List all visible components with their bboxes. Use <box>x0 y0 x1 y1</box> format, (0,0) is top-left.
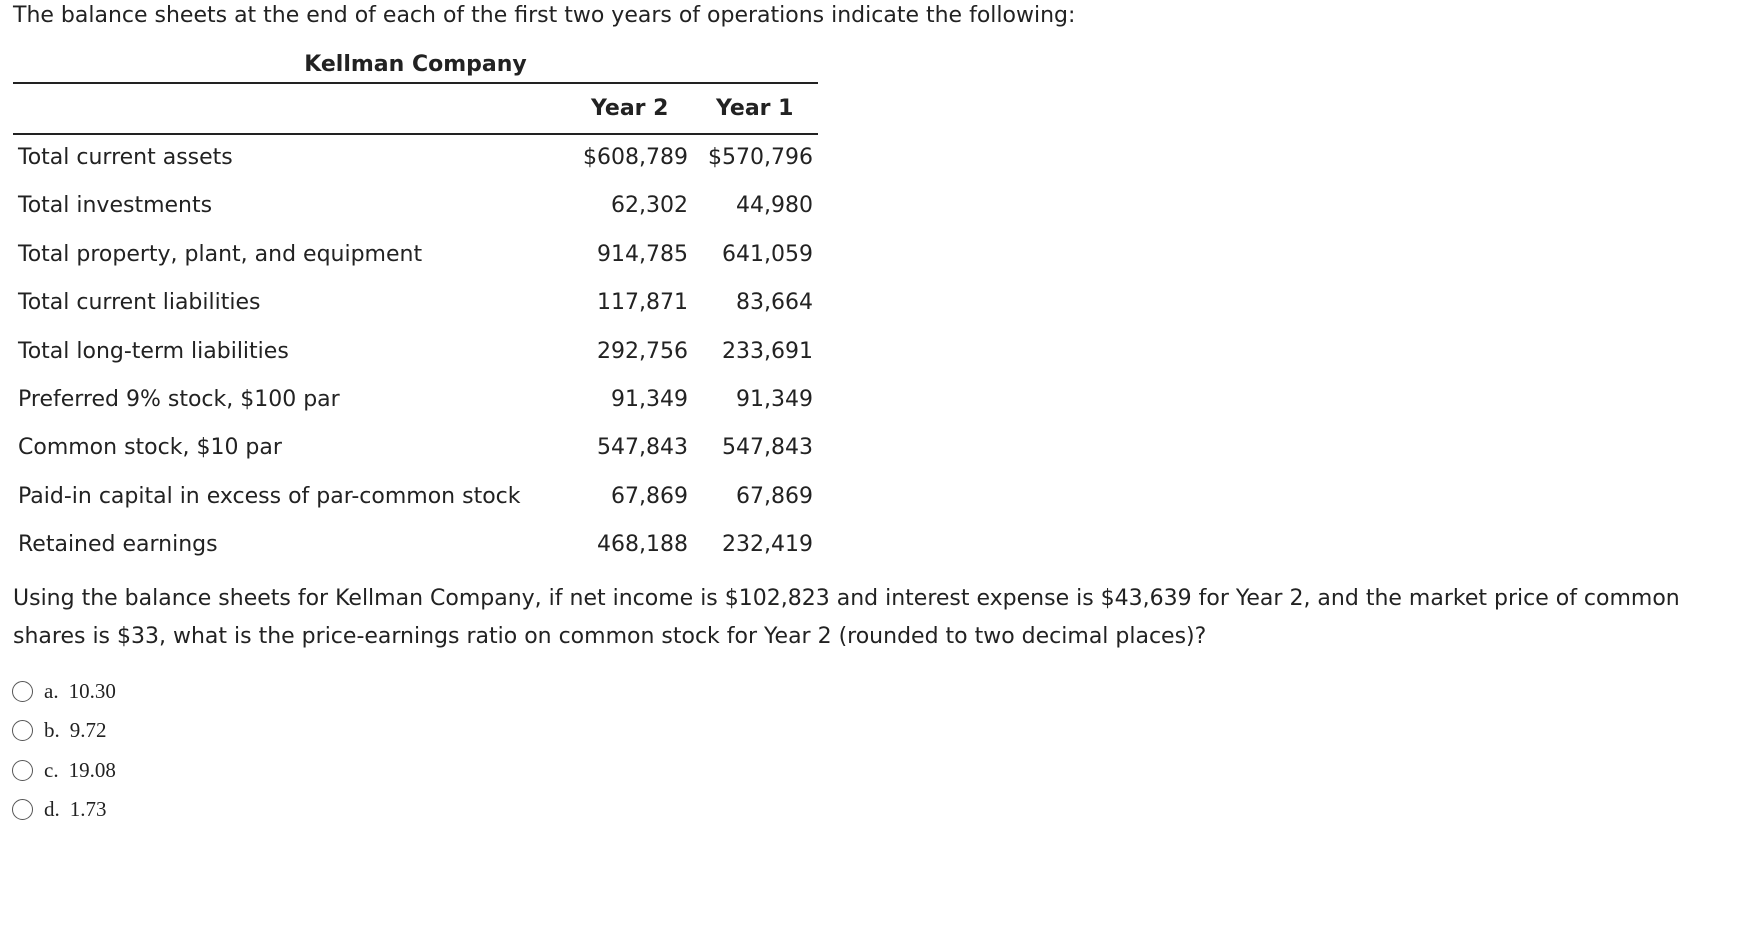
radio-button-b[interactable] <box>12 720 33 741</box>
row-value-year-1: $570,796 <box>708 145 813 170</box>
question-text: Using the balance sheets for Kellman Company, if net income is $102,823 and interest expense is $43,639 for Year 2, and the market price of common shares is $33, what is the price-earnings ratio on common stock for Year 2 (rounded to two decimal places)? <box>13 586 1680 649</box>
row-value-year-2: 547,843 <box>597 435 688 461</box>
table-row <box>13 425 818 473</box>
table-header-row <box>13 84 818 135</box>
row-label: Total current assets <box>18 145 233 170</box>
radio-button-a[interactable] <box>12 681 33 702</box>
option-letter: b. <box>44 718 60 743</box>
option-b[interactable] <box>12 711 116 750</box>
option-value: 9.72 <box>69 718 107 743</box>
row-value-year-2: 62,302 <box>611 193 688 219</box>
table-row <box>13 474 818 522</box>
row-label: Retained earnings <box>18 532 218 558</box>
option-c[interactable] <box>12 751 116 790</box>
row-value-year-1: 83,664 <box>736 290 813 316</box>
row-value-year-2: 117,871 <box>597 290 688 316</box>
table-row <box>13 280 818 328</box>
option-a[interactable] <box>12 672 116 711</box>
table-row <box>13 329 818 377</box>
row-label: Total long-term liabilities <box>18 338 289 364</box>
row-value-year-1: 233,691 <box>722 338 813 364</box>
table-row <box>13 232 818 280</box>
option-letter: d. <box>44 797 60 822</box>
table-row <box>13 377 818 425</box>
option-value: 10.30 <box>68 679 116 704</box>
row-label: Total current liabilities <box>18 290 261 316</box>
header-year-2: Year 2 <box>591 96 669 121</box>
option-d[interactable] <box>12 790 116 829</box>
option-letter: c. <box>44 757 59 782</box>
row-label: Preferred 9% stock, $100 par <box>18 386 340 412</box>
row-value-year-2: $608,789 <box>583 145 688 170</box>
answer-options <box>12 672 116 829</box>
balance-sheet-table <box>13 48 818 571</box>
row-value-year-1: 641,059 <box>722 241 813 267</box>
intro-text: The balance sheets at the end of each of the first two years of operations indicate the following: <box>13 3 1076 28</box>
row-value-year-1: 44,980 <box>736 193 813 219</box>
row-label: Total investments <box>18 193 213 219</box>
table-row <box>13 135 818 183</box>
row-label: Common stock, $10 par <box>18 435 282 461</box>
row-value-year-2: 67,869 <box>611 483 688 509</box>
radio-button-d[interactable] <box>12 799 33 820</box>
row-value-year-1: 232,419 <box>722 532 813 558</box>
header-year-1: Year 1 <box>716 96 794 121</box>
row-value-year-1: 67,869 <box>736 483 813 509</box>
option-value: 19.08 <box>68 757 116 782</box>
row-value-year-1: 91,349 <box>736 386 813 412</box>
row-label: Total property, plant, and equipment <box>18 241 423 267</box>
radio-button-c[interactable] <box>12 760 33 781</box>
row-label: Paid-in capital in excess of par-common stock <box>18 483 521 509</box>
row-value-year-2: 91,349 <box>611 386 688 412</box>
row-value-year-2: 292,756 <box>597 338 688 364</box>
table-row <box>13 522 818 570</box>
table-body <box>13 135 818 571</box>
row-value-year-2: 914,785 <box>597 241 688 267</box>
option-letter: a. <box>44 679 59 704</box>
company-title: Kellman Company <box>13 48 818 84</box>
row-value-year-2: 468,188 <box>597 532 688 558</box>
option-value: 1.73 <box>69 797 107 822</box>
table-row <box>13 183 818 231</box>
row-value-year-1: 547,843 <box>722 435 813 461</box>
